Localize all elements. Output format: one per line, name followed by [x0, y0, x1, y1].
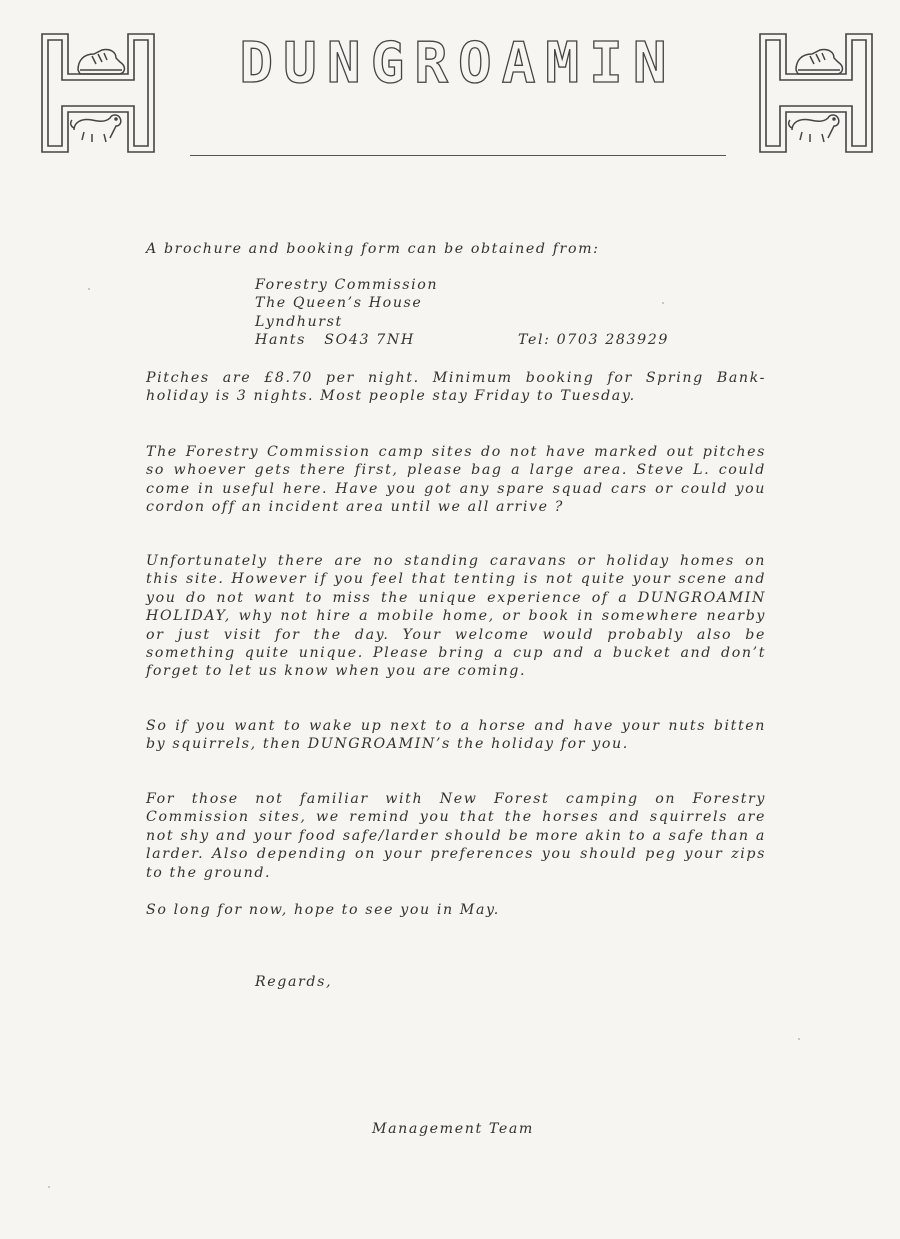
boot-icon	[796, 49, 843, 74]
paragraph-horse: So if you want to wake up next to a horse and have your nuts bitten by squirrels, then DUNGROAMIN’s the holiday for you.	[146, 718, 766, 753]
telephone-number: Tel: 0703 283929	[518, 332, 669, 348]
paragraph-camp-sites: The Forestry Commission camp sites do not have marked out pitches so whoever gets there first, please bag a large area. Steve L. could come in useful here. Have you got any spare squad cars or could you cordon off an incident area until we all arrive ?	[146, 444, 766, 516]
signature: Management Team	[372, 1121, 534, 1137]
paragraph-caravans: Unfortunately there are no standing caravans or holiday homes on this site. However if you feel that tenting is not quite your scene and you do not want to miss the unique experience of a DUNGROAMIN HOLIDAY, why not hire a mobile home, or book in somewhere nearby or just visit for the day. Your welcome would probably also be something quite unique. Please bring a cup and a bucket and don’t forget to let us know when you are coming.	[146, 553, 766, 680]
paragraph-wildlife: For those not familiar with New Forest camping on Forestry Commission sites, we remind you that the horses and squirrels are not shy and your food safe/larder should be more akin to a safe than a larder. Also depending on your preferences you should peg your zips to the ground.	[146, 791, 766, 881]
address-line-4: Hants SO43 7NH	[255, 332, 415, 348]
regards-line: Regards,	[255, 974, 333, 990]
paper-speck	[48, 1186, 50, 1188]
paragraph-pitches: Pitches are £8.70 per night. Minimum booking for Spring Bank-holiday is 3 nights. Most people stay Friday to Tuesday.	[146, 370, 766, 405]
boot-icon	[78, 49, 125, 74]
intro-line: A brochure and booking form can be obtained from:	[146, 241, 600, 257]
dog-icon	[789, 115, 839, 142]
address-line-1: Forestry Commission	[255, 277, 439, 293]
closing-line: So long for now, hope to see you in May.	[146, 902, 500, 918]
paper-speck	[662, 302, 664, 304]
paper-speck	[88, 288, 90, 290]
address-line-2: The Queen’s House	[255, 295, 423, 311]
letterhead-title: DUNGROAMIN	[239, 31, 677, 96]
letterhead-rule	[190, 155, 726, 156]
paper-speck	[798, 1038, 800, 1040]
dungroamin-logo-left	[40, 30, 156, 156]
address-line-3: Lyndhurst	[255, 314, 343, 330]
dungroamin-logo-right	[758, 30, 874, 156]
dog-icon	[71, 115, 121, 142]
